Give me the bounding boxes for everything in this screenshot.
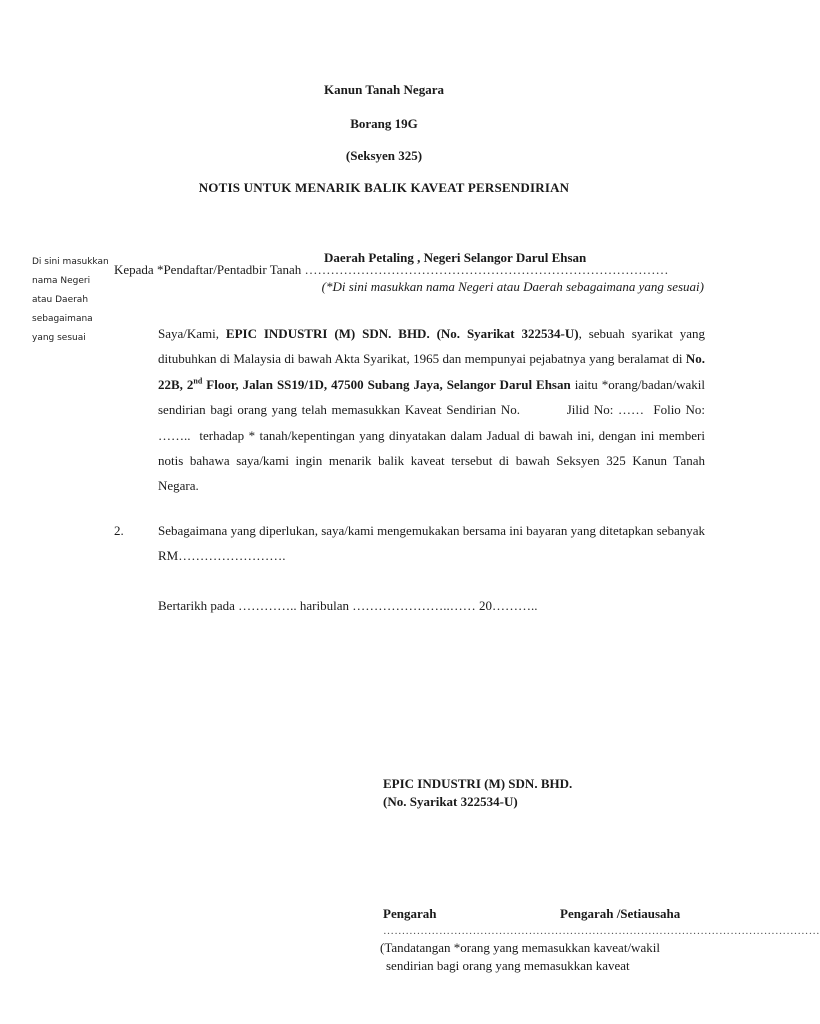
signature-note-line: (Tandatangan *orang yang memasukkan kaveat/wakil (380, 940, 660, 955)
paragraph-2: Sebagaimana yang diperlukan, saya/kami mengemukakan bersama ini bayaran yang ditetapkan sebanyak RM……………………. (158, 523, 705, 564)
paragraph-number: 2. (114, 523, 124, 538)
document-title: NOTIS UNTUK MENARIK BALIK KAVEAT PERSENDIRIAN (198, 180, 570, 195)
addressee-dots: ………………………………………………………………………… (304, 262, 669, 277)
paragraph-1 (158, 321, 709, 499)
margin-note-line: sebagaimana (32, 314, 93, 324)
law-title: Kanun Tanah Negara (324, 82, 444, 97)
margin-note-line: yang sesuai (32, 333, 86, 343)
signature-note (380, 939, 660, 975)
dated-line: Bertarikh pada ………….. haribulan …………………..…… 20……….. (158, 598, 538, 613)
signatory-director-label: Pengarah (383, 906, 437, 921)
company-address: No. 22B, 2nd Floor, Jalan SS19/1D, 47500 Subang Jaya, Selangor Darul Ehsan (158, 351, 705, 392)
signature-line: ……………………………………………………………………………………………………… (383, 925, 820, 937)
addressee-line (114, 262, 669, 278)
para1-text: , sebuah syarikat yang ditubuhkan di Malaysia di bawah Akta Syarikat, 1965 dan mempunyai pejabatnya yang beralamat di (158, 326, 706, 367)
signatory-reg-no: (No. Syarikat 322534-U) (383, 794, 518, 809)
para1-text: Saya/Kami, (158, 326, 226, 341)
form-number: Borang 19G (350, 116, 418, 131)
signatory-company (383, 775, 572, 811)
addressee-prefix: Kepada *Pendaftar/Pentadbir Tanah (114, 262, 305, 277)
margin-note-line: nama Negeri (32, 276, 91, 286)
para1-text: iaitu *orang/badan/wakil sendirian bagi orang yang telah memasukkan Kaveat Sendirian No. Jilid No: …… Folio No: …….. terhadap * tanah/kepentingan yang dinyatakan dalam Jadual di bawah ini, dengan ini memberi notis bahawa saya/kami ingin menarik balik kaveat tersebut di bawah Seksyen 325 Kanun Tanah Negara. (158, 376, 709, 494)
signatory-secretary-label: Pengarah /Setiausaha (560, 906, 681, 921)
section-reference: (Seksyen 325) (345, 148, 423, 163)
company-name: EPIC INDUSTRI (M) SDN. BHD. (No. Syarikat 322534-U) (225, 326, 579, 341)
margin-note-line: atau Daerah (32, 295, 89, 305)
signatory-company-name: EPIC INDUSTRI (M) SDN. BHD. (383, 776, 573, 791)
addressee-location: Daerah Petaling , Negeri Selangor Darul Ehsan (324, 250, 587, 265)
margin-note-line: Di sini masukkan (32, 257, 109, 267)
addressee-hint: (*Di sini masukkan nama Negeri atau Daerah sebagaimana yang sesuai) (321, 279, 704, 294)
margin-note (32, 253, 114, 348)
signature-note-line: sendirian bagi orang yang memasukkan kaveat (386, 958, 630, 973)
